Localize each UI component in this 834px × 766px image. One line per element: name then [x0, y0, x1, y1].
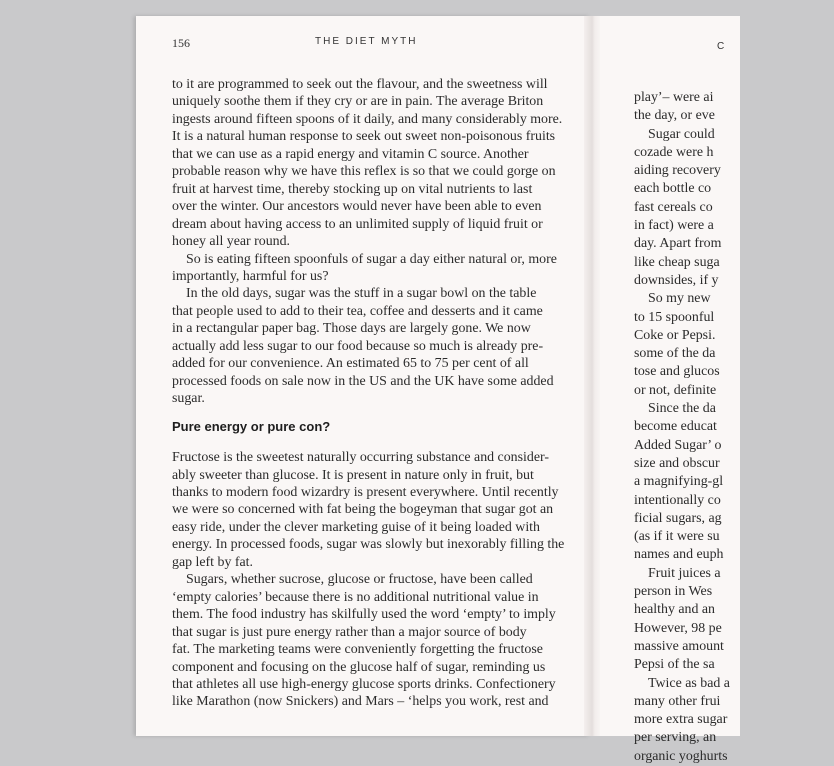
- text-line: However, 98 pe: [634, 620, 722, 636]
- text-line: ‘empty calories’ because there is no additional nutritional value in: [172, 589, 539, 605]
- text-line: healthy and an: [634, 602, 715, 618]
- text-line: fast cereals co: [634, 199, 713, 215]
- text-line: a magnifying-gl: [634, 474, 724, 490]
- text-line: day. Apart from: [634, 236, 722, 252]
- text-line: honey all year round.: [172, 234, 291, 250]
- text-line: or not, definite: [634, 382, 717, 398]
- body-paragraphs-bottom: [172, 449, 565, 711]
- text-line: the day, or eve: [634, 108, 715, 124]
- text-line: that people used to add to their tea, coffee and desserts and it came: [172, 303, 543, 319]
- text-line: (as if it were su: [634, 529, 720, 545]
- text-line: Since the da: [648, 401, 716, 417]
- text-line: Sugar could: [648, 126, 715, 142]
- text-line: many other frui: [634, 693, 721, 709]
- text-line: Added Sugar’ o: [634, 437, 722, 453]
- text-line: So is eating fifteen spoonfuls of sugar a day either natural or, more: [186, 251, 557, 267]
- text-line: fat. The marketing teams were conveniently forgetting the fructose: [172, 642, 543, 658]
- text-line: organic yoghurts: [634, 748, 728, 764]
- text-line: per serving, an: [634, 730, 717, 746]
- text-line: importantly, harmful for us?: [172, 268, 329, 284]
- text-line: person in Wes: [634, 584, 713, 600]
- section-heading: Pure energy or pure con?: [172, 418, 331, 434]
- text-line: intentionally co: [634, 492, 721, 508]
- text-line: component and focusing on the glucose half of sugar, reminding us: [172, 659, 546, 675]
- text-line: Sugars, whether sucrose, glucose or fructose, have been called: [186, 572, 533, 588]
- text-line: some of the da: [634, 346, 716, 362]
- text-line: So my new: [648, 291, 711, 307]
- text-line: sugar.: [172, 391, 205, 407]
- text-line: in a rectangular paper bag. Those days are largely gone. We now: [172, 321, 531, 337]
- page-number: 156: [172, 36, 190, 50]
- text-line: Twice as bad a: [648, 675, 730, 691]
- text-line: thanks to modern food wizardry is present everywhere. Until recently: [172, 484, 559, 500]
- text-line: In the old days, sugar was the stuff in a sugar bowl on the table: [186, 286, 537, 302]
- text-line: become educat: [634, 419, 717, 435]
- text-line: like cheap suga: [634, 254, 720, 270]
- text-line: we were so concerned with fat being the bogeyman that sugar got an: [172, 502, 554, 518]
- text-line: to it are programmed to seek out the flavour, and the sweetness will: [172, 77, 548, 92]
- text-line: cozade were h: [634, 144, 714, 160]
- text-line: Fructose is the sweetest naturally occurring substance and consider-: [172, 450, 549, 466]
- text-line: uniquely soothe them if they cry or are in pain. The average Briton: [172, 94, 544, 110]
- text-line: Coke or Pepsi.: [634, 327, 716, 343]
- text-line: ingests around fifteen spoons of it daily, and many considerably more.: [172, 111, 563, 127]
- text-line: size and obscur: [634, 455, 720, 471]
- right-page-text: [634, 89, 834, 766]
- text-line: probable reason why we have this reflex is so that we could gorge on: [172, 164, 556, 180]
- text-line: ficial sugars, ag: [634, 510, 722, 526]
- text-line: to 15 spoonful: [634, 309, 715, 325]
- right-page: [600, 16, 740, 764]
- text-line: fruit at harvest time, thereby stocking up on vital nutrients to last: [172, 181, 533, 197]
- text-line: It is a natural human response to seek out sweet non-poisonous fruits: [172, 129, 556, 145]
- text-line: more extra sugar: [634, 712, 728, 728]
- text-line: massive amount: [634, 638, 724, 654]
- body-paragraphs-top: [172, 76, 563, 408]
- text-line: play’– were ai: [634, 90, 714, 105]
- text-line: them. The food industry has skilfully used the word ‘empty’ to imply: [172, 607, 556, 623]
- text-line: aiding recovery: [634, 163, 721, 179]
- text-line: Fruit juices a: [648, 565, 721, 581]
- text-line: in fact) were a: [634, 218, 714, 234]
- text-line: ably sweeter than glucose. It is present in nature only in fruit, but: [172, 467, 534, 483]
- text-line: gap left by fat.: [172, 554, 253, 570]
- text-line: downsides, if y: [634, 272, 719, 288]
- text-line: each bottle co: [634, 181, 712, 197]
- text-line: like Marathon (now Snickers) and Mars – ‘helps you work, rest and: [172, 694, 549, 710]
- right-running-head: C: [717, 41, 727, 52]
- text-line: tose and glucos: [634, 364, 720, 380]
- text-line: names and euph: [634, 547, 724, 563]
- text-line: that athletes all use high-energy glucose sports drinks. Confectionery: [172, 676, 556, 692]
- text-line: added for our convenience. An estimated 65 to 75 per cent of all: [172, 356, 529, 372]
- text-line: easy ride, under the clever marketing guise of it being loaded with: [172, 519, 540, 535]
- left-page-text: [172, 76, 565, 711]
- text-line: that we can use as a rapid energy and vitamin C source. Another: [172, 146, 529, 162]
- text-line: energy. In processed foods, sugar was slowly but inexorably filling the: [172, 537, 565, 553]
- text-line: actually add less sugar to our food because so much is already pre-: [172, 338, 544, 354]
- text-line: processed foods on sale now in the US and the UK have some added: [172, 373, 554, 389]
- text-line: over the winter. Our ancestors would never have been able to even: [172, 199, 542, 215]
- text-line: Pepsi of the sa: [634, 657, 715, 673]
- text-line: that sugar is just pure energy rather than a major source of body: [172, 624, 527, 640]
- running-head: [172, 36, 582, 56]
- text-line: dream about having access to an unlimited supply of liquid fruit or: [172, 216, 543, 232]
- book-title: THE DIET MYTH: [315, 36, 418, 47]
